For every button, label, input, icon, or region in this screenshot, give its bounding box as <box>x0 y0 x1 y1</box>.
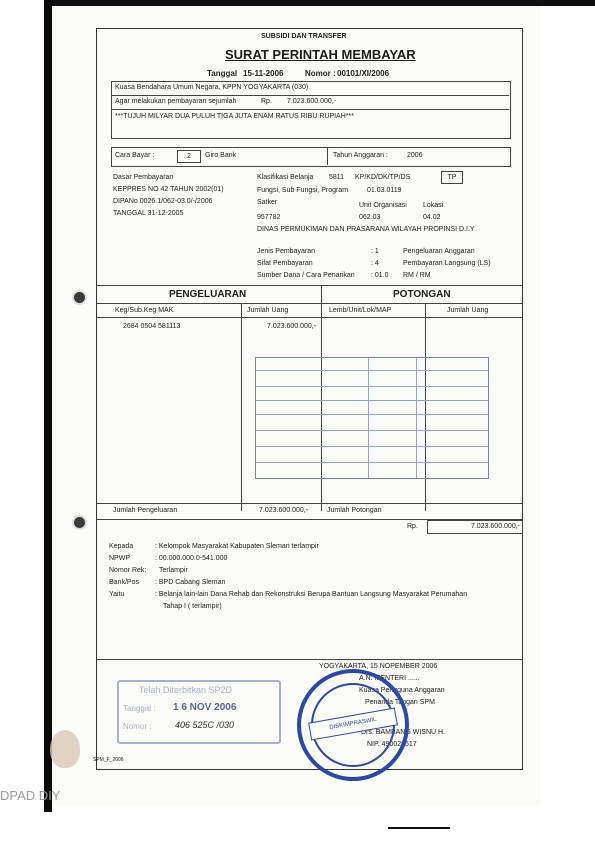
nomor-value: 00101/XI/2006 <box>337 69 390 78</box>
pengeluaran-title: PENGELUARAN <box>169 289 247 300</box>
total-pengeluaran-label: Jumlah Pengeluaran <box>113 507 178 514</box>
stamp-nomor: 406 525C /030 <box>175 720 235 730</box>
kepada-value: : Kelompok Masyarakat Kabupaten Sleman terlampir <box>155 543 319 550</box>
sign-place-date: YOGYAKARTA, 15 NOPEMBER 2006 <box>319 663 438 670</box>
fungsi-label: Fungsi, Sub Fungsi, Program <box>257 187 349 194</box>
sumber-sep: : 01.0 <box>371 272 389 279</box>
form-code: SPM_F_2006 <box>93 757 124 763</box>
yaitu-label: Yaitu <box>109 591 125 598</box>
cara-bayar-box <box>111 147 511 167</box>
klasifikasi-code: 5811 <box>329 174 345 181</box>
terbilang-text: ***TUJUH MILYAR DUA PULUH TIGA JUTA ENAM RATUS RIBU RUPIAH*** <box>115 113 354 120</box>
sumber-value: RM / RM <box>403 272 431 279</box>
subsidi-heading: SUBSIDI DAN TRANSFER <box>261 33 347 40</box>
yaitu-value: : Belanja lain-lain Dana Rehab dan Rekonstruksi Berupa Bantuan Langsung Masyarakat Perumahan <box>155 591 468 598</box>
lokasi-label: Lokasi <box>423 202 444 209</box>
sign-line1: A.N. MENTERI ...... <box>359 675 420 682</box>
seal-label: DISKIMPRASWIL <box>308 707 398 740</box>
pengeluaran-row-amount: 7.023.600.000,- <box>267 323 317 330</box>
kp-label: KP/KD/DK/TP/DS <box>355 174 411 181</box>
sifat-sep: : 4 <box>371 260 379 267</box>
tahun-value: 2006 <box>407 152 423 159</box>
watermark-logo-icon <box>50 730 80 768</box>
klasifikasi-label: Klasifikasi Belanja <box>257 174 314 181</box>
spm-form <box>93 28 523 770</box>
nomor-label: Nomor : <box>305 69 336 78</box>
bank-label: Bank/Pos <box>109 579 139 586</box>
potongan-col-jumlah: Jumlah Uang <box>447 307 489 314</box>
bank-value: : BPD Cabang Sleman <box>155 579 226 586</box>
npwp-value: : 00.000.000.0-541.000 <box>155 555 228 562</box>
cara-bayar-code: 2 <box>177 150 201 163</box>
form-title: SURAT PERINTAH MEMBAYAR <box>225 47 416 62</box>
satker-value: 957782 <box>257 214 281 221</box>
sign-name: Drs. BAMBANG WISNU H. <box>361 729 446 736</box>
tahun-label: Tahun Anggaran : <box>333 152 388 159</box>
binder-hole <box>72 290 87 305</box>
yaitu-continued: Tahap I ( terlampir) <box>163 603 222 610</box>
potongan-title: POTONGAN <box>393 289 451 300</box>
agar-amount: 7.023.600.000,- <box>287 98 337 105</box>
sign-line2: Kuasa Pengguna Anggaran <box>359 687 445 694</box>
dasar-line1: KEPPRES NO 42 TAHUN 2002(01) <box>113 186 224 193</box>
sign-line3: Penanda Tangan SPM <box>365 699 435 706</box>
sumber-label: Sumber Dana / Cara Penarikan <box>257 272 355 279</box>
sign-nip: NIP. 490026517 <box>367 741 417 748</box>
unit-value: 062.03 <box>359 214 381 221</box>
lokasi-value: 04.02 <box>423 214 441 221</box>
unit-label: Unit Organisasi <box>359 202 407 209</box>
rp-total: 7.023.600.000,- <box>427 520 523 534</box>
verification-grid <box>255 357 489 479</box>
total-pengeluaran-value: 7.023.600.000,- <box>259 507 309 514</box>
pengeluaran-col-kegiatan: Keg/Sub.Keg MAK <box>115 307 174 314</box>
sp2d-stamp <box>117 680 281 744</box>
sifat-value: Pembayaran Langsung (LS) <box>403 260 491 267</box>
kp-value: TP <box>441 171 463 184</box>
dasar-line3: TANGGAL 31-12-2005 <box>113 210 184 217</box>
norek-label: Nomor Rek: <box>109 567 147 574</box>
kuasa-text: Kuasa Bendahara Umum Negara, KPPN YOGYAKARTA (030) <box>115 84 309 91</box>
agar-rp: Rp. <box>261 98 272 105</box>
fungsi-value: 01.03.0119 <box>367 187 402 194</box>
footer-bar <box>388 827 450 829</box>
total-potongan-label: Jumlah Potongan <box>327 507 382 514</box>
tanggal-value: 15-11-2006 <box>243 69 284 78</box>
stamp-tanggal-label: Tanggal : <box>123 704 156 713</box>
cara-bayar-label: Cara Bayar : <box>115 152 155 159</box>
tanggal-label: Tanggal <box>207 69 238 78</box>
satker-label: Satker <box>257 199 278 206</box>
rp-label: Rp. <box>407 523 418 530</box>
npwp-label: NPWP <box>109 555 130 562</box>
dasar-line2: DIPANo 0026.1/062-03.0/-/2006 <box>113 198 213 205</box>
jenis-label: Jenis Pembayaran <box>257 248 315 255</box>
dasar-label: Dasar Pembayaran <box>113 174 174 181</box>
potongan-col-lemb: Lemb/Unit/Lok/MAP <box>329 307 392 314</box>
pengeluaran-col-jumlah: Jumlah Uang <box>247 307 289 314</box>
norek-value: Terlampir <box>159 567 188 574</box>
cara-bayar-value: Giro Bank <box>205 152 237 159</box>
scan-left-edge <box>44 0 52 812</box>
watermark-text: DPAD DIY <box>0 788 61 803</box>
dinas-text: DINAS PERMUKIMAN DAN PRASARANA WILAYAH PROPINSI D.I.Y <box>257 226 475 233</box>
sifat-label: Sifat Pembayaran <box>257 260 313 267</box>
agar-label: Agar melakukan pembayaran sejumlah <box>115 98 237 105</box>
kepada-label: Kepada <box>109 543 134 550</box>
round-seal <box>297 669 409 781</box>
jenis-value: Pengeluaran Anggaran <box>403 248 475 255</box>
stamp-title: Telah Diterbitkan SP2D <box>139 685 233 695</box>
pengeluaran-row-code: 2684 0504 581113 <box>123 323 181 330</box>
stamp-tanggal: 1 6 NOV 2006 <box>173 702 237 713</box>
jenis-sep: : 1 <box>371 248 379 255</box>
binder-hole <box>72 515 87 530</box>
stamp-nomor-label: Nomor : <box>123 722 152 731</box>
